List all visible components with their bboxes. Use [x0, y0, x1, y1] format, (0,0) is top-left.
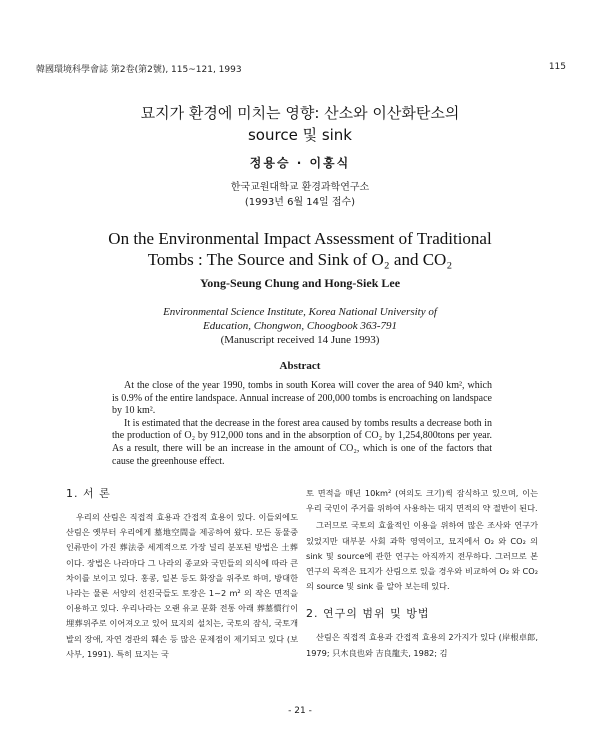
right-column — [306, 486, 538, 661]
english-received-date: (Manuscript received 14 June 1993) — [220, 334, 380, 346]
right-column-paragraph-2: 그러므로 국토의 효율적인 이용을 위하여 많은 조사와 연구가 있었지만 대부분 사회 과학 영역이고, 묘지에서 O₂ 와 CO₂ 의 sink 및 source에 관한 연구는 아직까지 전무하다. 그러므로 본 연구의 목적은 묘지가 산림으로 있을 경우와 비교하여 O₂ 와 CO₂ 의 source 및 sink 를 알아 보는데 있다. — [306, 520, 538, 592]
english-title-line2: Tombs : The Source and Sink of O₂ and CO₂ — [147, 250, 453, 269]
section-2-heading: 2. 연구의 범위 및 방법 — [306, 607, 430, 621]
section-1-heading: 1. 서 론 — [66, 487, 111, 500]
english-authors: Yong-Seung Chung and Hong-Siek Lee — [199, 276, 401, 290]
korean-title — [60, 102, 540, 146]
right-column-paragraph-1: 토 면적을 매년 10km² (여의도 크기)씩 잠식하고 있으며, 이는 우리 국민이 주거를 위하여 사용하는 대지 면적의 약 절반이 된다. — [306, 488, 538, 514]
running-head — [36, 62, 566, 76]
journal-citation: 韓國環境科學會誌 第2卷(第2號), 115~121, 1993 — [36, 65, 242, 75]
korean-affiliation: 한국교원대학교 환경과학연구소 — [230, 182, 370, 193]
english-title — [40, 228, 560, 270]
korean-authors: 정용승 · 이홍식 — [249, 156, 351, 170]
english-title-line1: On the Environmental Impact Assessment of Traditional — [108, 229, 492, 248]
english-affiliation-line1: Environmental Science Institute, Korea National University of — [163, 306, 437, 318]
korean-affiliation-block — [60, 180, 540, 210]
english-affiliation-block — [60, 305, 540, 347]
korean-received-date: (1993년 6월 14일 접수) — [244, 197, 356, 208]
left-column — [66, 486, 298, 662]
abstract-paragraph-1: At the close of the year 1990, tombs in south Korea will cover the area of 940 km², which is 0.9% of the entire landspace. Annual increase of 200,000 tombs is encroaching on landspace by 10 km². — [112, 380, 492, 417]
page-number: 115 — [548, 62, 566, 72]
section-1-body: 우리의 산림은 직접적 효용과 간접적 효용이 있다. 이들외에도 산림은 옛부터 우리에게 墓地空間을 제공하여 왔다. 모든 동물중 인류만이 가진 葬法중 세계적으로 가장 널리 분포된 방법은 土葬이다. 장법은 나라마다 그 나라의 종교와 국민들의 의식에 따라 큰 차이를 보이고 있다. 홍콩, 일본 등도 화장을 위주로 하며, 방대한 나라는 물론 서양의 선진국들도 토장은 1~2 m² 의 작은 면적을 이용하고 있다. 우리나라는 오랜 유교 문화 전통 아래 葬墓慣行이 埋葬위주로 이어져오고 있어 묘지의 설치는, 국토의 잠식, 국토개발의 장애, 자연 경관의 훼손 등 많은 문제점이 제기되고 있다 (보사부, 1991). 특히 묘지는 국 — [66, 512, 298, 659]
section-2-body: 산림은 직접적 효용과 간접적 효용의 2가지가 있다 (岸根卓郎, 1979; 只木良也와 吉良龍夫, 1982; 김 — [306, 632, 538, 658]
english-affiliation-line2: Education, Chongwon, Choogbook 363-791 — [202, 320, 398, 332]
abstract-body — [112, 380, 492, 468]
korean-title-line2: source 및 sink — [247, 126, 352, 144]
footer-page-label: - 21 - — [288, 706, 312, 716]
abstract-paragraph-2: It is estimated that the decrease in the forest area caused by tombs results a decrease both in the production of O₂ by 912,000 tons and in the absorption of CO₂ by 1,254,800tons per year. As a result, there will be an increase in the amount of CO₂, which is one of the factors that cause the greenhouse effect. — [112, 417, 492, 467]
abstract-heading: Abstract — [279, 360, 321, 372]
korean-title-line1: 묘지가 환경에 미치는 영향: 산소와 이산화탄소의 — [140, 104, 460, 122]
